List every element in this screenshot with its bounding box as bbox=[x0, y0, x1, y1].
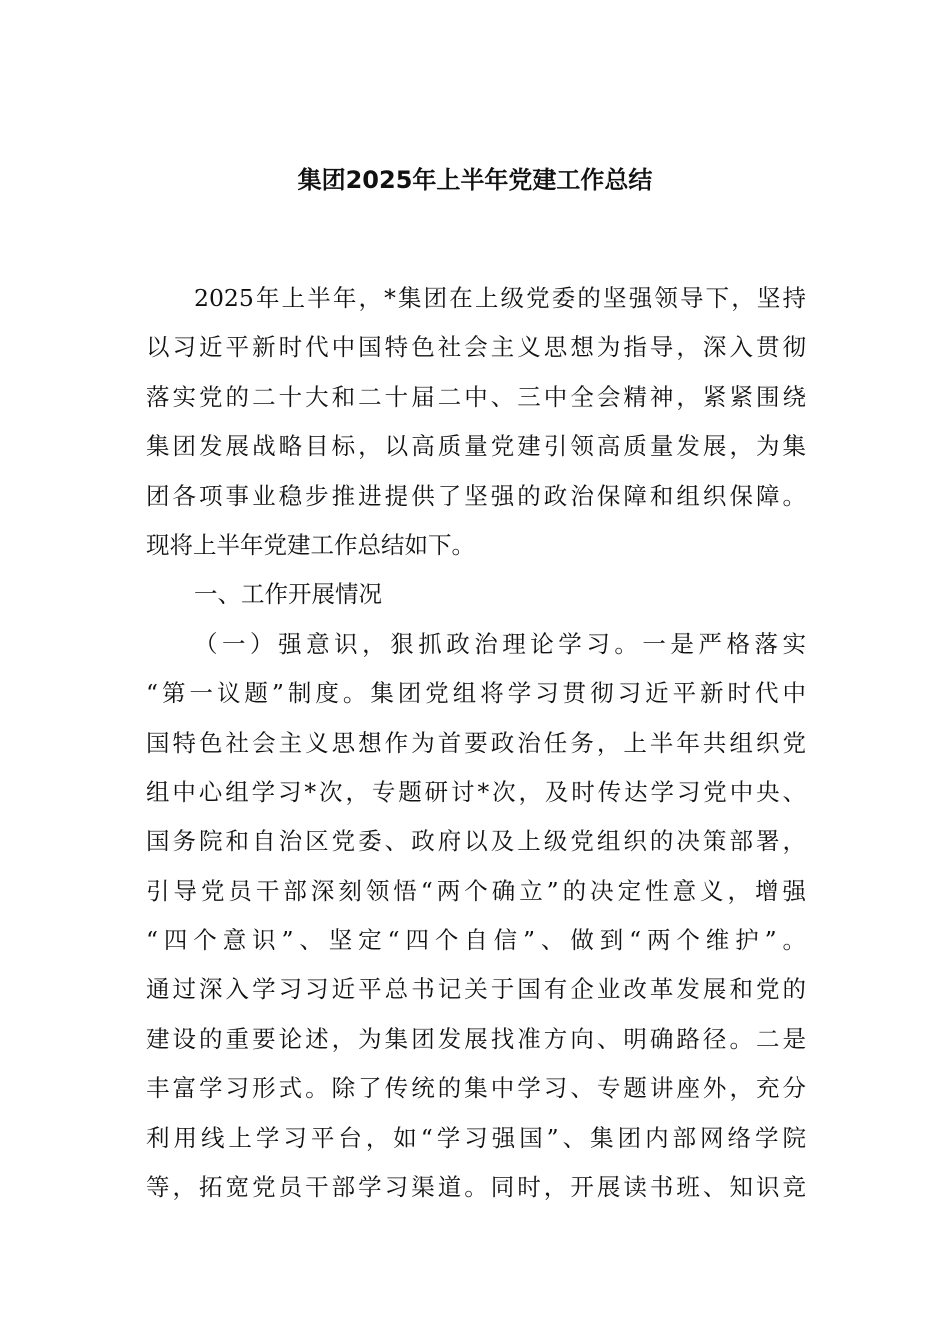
section-heading: 一、工作开展情况 bbox=[194, 580, 382, 609]
paragraph-line: 建设的重要论述，为集团发展找准方向、明确路径。二是 bbox=[146, 1024, 806, 1053]
paragraph-line: 丰富学习形式。除了传统的集中学习、专题讲座外，充分 bbox=[146, 1074, 806, 1103]
paragraph-line: 等，拓宽党员干部学习渠道。同时，开展读书班、知识竞 bbox=[146, 1173, 806, 1202]
document-body bbox=[146, 274, 806, 1212]
paragraph-line: （一）强意识，狠抓政治理论学习。一是严格落实 bbox=[194, 629, 806, 658]
document-title: 集团2025年上半年党建工作总结 bbox=[297, 166, 653, 194]
paragraph-line: 国特色社会主义思想作为首要政治任务，上半年共组织党 bbox=[146, 728, 806, 757]
paragraph-line: 团各项事业稳步推进提供了坚强的政治保障和组织保障。 bbox=[146, 481, 806, 510]
paragraph-line: 国务院和自治区党委、政府以及上级党组织的决策部署， bbox=[146, 827, 806, 856]
paragraph-line: 集团发展战略目标，以高质量党建引领高质量发展，为集 bbox=[146, 432, 806, 461]
paragraph-line: 以习近平新时代中国特色社会主义思想为指导，深入贯彻 bbox=[146, 333, 806, 362]
paragraph-line: 引导党员干部深刻领悟“两个确立”的决定性意义，增强 bbox=[146, 876, 806, 905]
paragraph-line: 落实党的二十大和二十届二中、三中全会精神，紧紧围绕 bbox=[146, 382, 806, 411]
paragraph-line: “四个意识”、坚定“四个自信”、做到“两个维护”。 bbox=[146, 926, 806, 955]
paragraph-line: 2025年上半年，*集团在上级党委的坚强领导下，坚持 bbox=[194, 284, 806, 312]
paragraph-line: “第一议题”制度。集团党组将学习贯彻习近平新时代中 bbox=[146, 679, 806, 708]
paragraph-line: 现将上半年党建工作总结如下。 bbox=[146, 530, 475, 559]
paragraph-line: 通过深入学习习近平总书记关于国有企业改革发展和党的 bbox=[146, 975, 806, 1004]
paragraph-line: 组中心组学习*次，专题研讨*次，及时传达学习党中央、 bbox=[146, 777, 806, 806]
paragraph-line: 利用线上学习平台，如“学习强国”、集团内部网络学院 bbox=[146, 1123, 806, 1152]
